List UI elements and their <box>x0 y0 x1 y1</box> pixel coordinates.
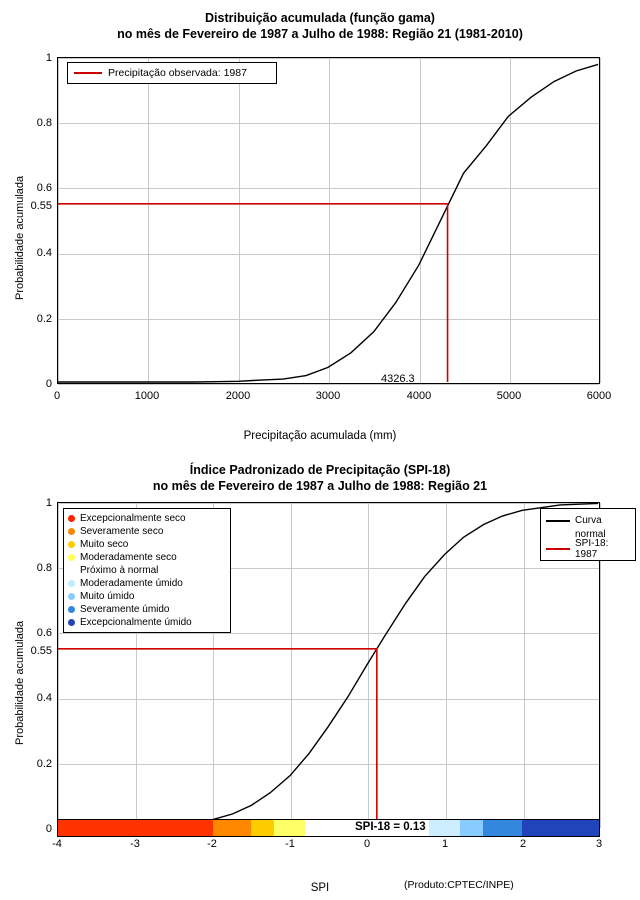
class-legend-label: Moderadamente seco <box>80 552 177 563</box>
legend-line-swatch <box>74 72 102 74</box>
top-chart-title-line1: Distribuição acumulada (função gama) <box>205 11 435 25</box>
top-legend-label: Precipitação observada: 1987 <box>108 67 247 79</box>
bottom-xtick-5: 1 <box>441 838 449 850</box>
bottom-ytick-4: 0.8 <box>36 562 52 574</box>
top-ytick-2: 0.4 <box>36 247 52 259</box>
top-prob-label: 0.55 <box>30 200 52 212</box>
class-legend-item <box>68 577 226 590</box>
bottom-x-axis-label: SPI <box>310 882 330 894</box>
top-chart-title-line2: no mês de Fevereiro de 1987 a Julho de 1988: Região 21 (1981-2010) <box>117 27 523 41</box>
spi-bar-segment <box>251 820 274 836</box>
curve-line-swatch <box>546 520 570 522</box>
class-legend-label: Muito seco <box>80 539 129 550</box>
bottom-ytick-0: 0 <box>45 823 52 835</box>
class-color-dot-icon <box>68 580 75 587</box>
top-x-ticks <box>53 390 612 406</box>
bottom-xtick-6: 2 <box>519 838 527 850</box>
bottom-xtick-7: 3 <box>595 838 603 850</box>
bottom-xtick-2: -2 <box>207 838 217 850</box>
top-plot-area <box>57 57 600 384</box>
bottom-ytick-1: 0.2 <box>36 758 52 770</box>
class-legend-item <box>68 590 226 603</box>
curve-legend-item <box>546 537 630 560</box>
class-legend-label: Muito úmido <box>80 591 135 602</box>
top-ytick-0: 0 <box>45 378 52 390</box>
class-color-dot-icon <box>68 606 75 613</box>
bottom-y-axis-label: Probabilidade acumulada <box>14 620 26 745</box>
curve-legend-label: SPI-18: 1987 <box>575 537 609 560</box>
curve-line-swatch-red <box>546 548 570 550</box>
class-legend-label: Severamente úmido <box>80 604 170 615</box>
top-legend <box>67 62 277 84</box>
class-legend-item <box>68 525 226 538</box>
class-color-dot-icon <box>68 619 75 626</box>
top-xtick-4: 4000 <box>406 390 432 402</box>
class-color-dot-icon <box>68 541 75 548</box>
bottom-ytick-3: 0.6 <box>36 627 52 639</box>
top-precip-annotation: 4326.3 <box>381 373 415 385</box>
top-ytick-4: 0.8 <box>36 117 52 129</box>
class-legend-label: Excepcionalmente seco <box>80 513 186 524</box>
curve-legend-label: Curva <box>575 515 602 526</box>
top-y-ticks <box>0 52 52 390</box>
spi-value-annotation: SPI-18 = 0.13 <box>355 821 426 833</box>
spi-colour-bar <box>57 819 600 837</box>
top-xtick-0: 0 <box>53 390 61 402</box>
top-y-axis-label: Probabilidade acumulada <box>14 175 26 300</box>
top-x-axis-label: Precipitação acumulada (mm) <box>243 430 397 442</box>
class-legend-item <box>68 603 226 616</box>
class-legend-item <box>68 538 226 551</box>
gridline-h <box>58 384 599 385</box>
produto-credit: (Produto:CPTEC/INPE) <box>404 879 514 891</box>
class-legend-item <box>68 616 226 629</box>
spi-bar-segment <box>483 820 522 836</box>
class-color-dot-icon <box>68 567 75 574</box>
bottom-ytick-2: 0.4 <box>36 692 52 704</box>
spi-bar-segment <box>522 820 599 836</box>
class-color-dot-icon <box>68 593 75 600</box>
spi-bar-segment <box>429 820 460 836</box>
top-xtick-1: 1000 <box>134 390 160 402</box>
top-xtick-2: 2000 <box>225 390 251 402</box>
gridline-v <box>600 58 601 383</box>
spi-bar-segment <box>274 820 305 836</box>
class-color-dot-icon <box>68 528 75 535</box>
spi-class-legend <box>63 508 231 633</box>
spi-bar-segment <box>58 820 213 836</box>
bottom-xtick-4: 0 <box>363 838 371 850</box>
curve-legend-item <box>546 513 630 528</box>
top-gamma-curve <box>58 58 599 383</box>
bottom-xtick-3: -1 <box>285 838 295 850</box>
class-legend-label: Excepcionalmente úmido <box>80 617 192 628</box>
class-legend-item <box>68 564 226 577</box>
top-xtick-6: 6000 <box>586 390 612 402</box>
bottom-ytick-5: 1 <box>45 497 52 509</box>
bottom-x-ticks <box>52 838 603 854</box>
curve-legend-label2: normal <box>575 529 606 540</box>
top-ytick-3: 0.6 <box>36 182 52 194</box>
top-ytick-1: 0.2 <box>36 313 52 325</box>
top-ytick-5: 1 <box>45 52 52 64</box>
bottom-y-ticks <box>0 497 52 835</box>
bottom-chart-title-line1: Índice Padronizado de Precipitação (SPI-18) <box>189 463 451 477</box>
bottom-xtick-1: -3 <box>130 838 140 850</box>
class-legend-label: Próximo à normal <box>80 565 159 576</box>
spi-bar-segment <box>213 820 252 836</box>
spi-bar-segment <box>460 820 483 836</box>
class-legend-item <box>68 551 226 564</box>
bottom-chart-title-line2: no mês de Fevereiro de 1987 a Julho de 1988: Região 21 <box>152 479 488 493</box>
top-xtick-3: 3000 <box>315 390 341 402</box>
class-legend-label: Moderadamente úmido <box>80 578 183 589</box>
class-color-dot-icon <box>68 554 75 561</box>
curve-legend <box>540 508 636 561</box>
class-legend-item <box>68 512 226 525</box>
class-legend-label: Severamente seco <box>80 526 164 537</box>
bottom-xtick-0: -4 <box>52 838 62 850</box>
bottom-prob-label: 0.55 <box>30 645 52 657</box>
class-color-dot-icon <box>68 515 75 522</box>
top-xtick-5: 5000 <box>496 390 522 402</box>
